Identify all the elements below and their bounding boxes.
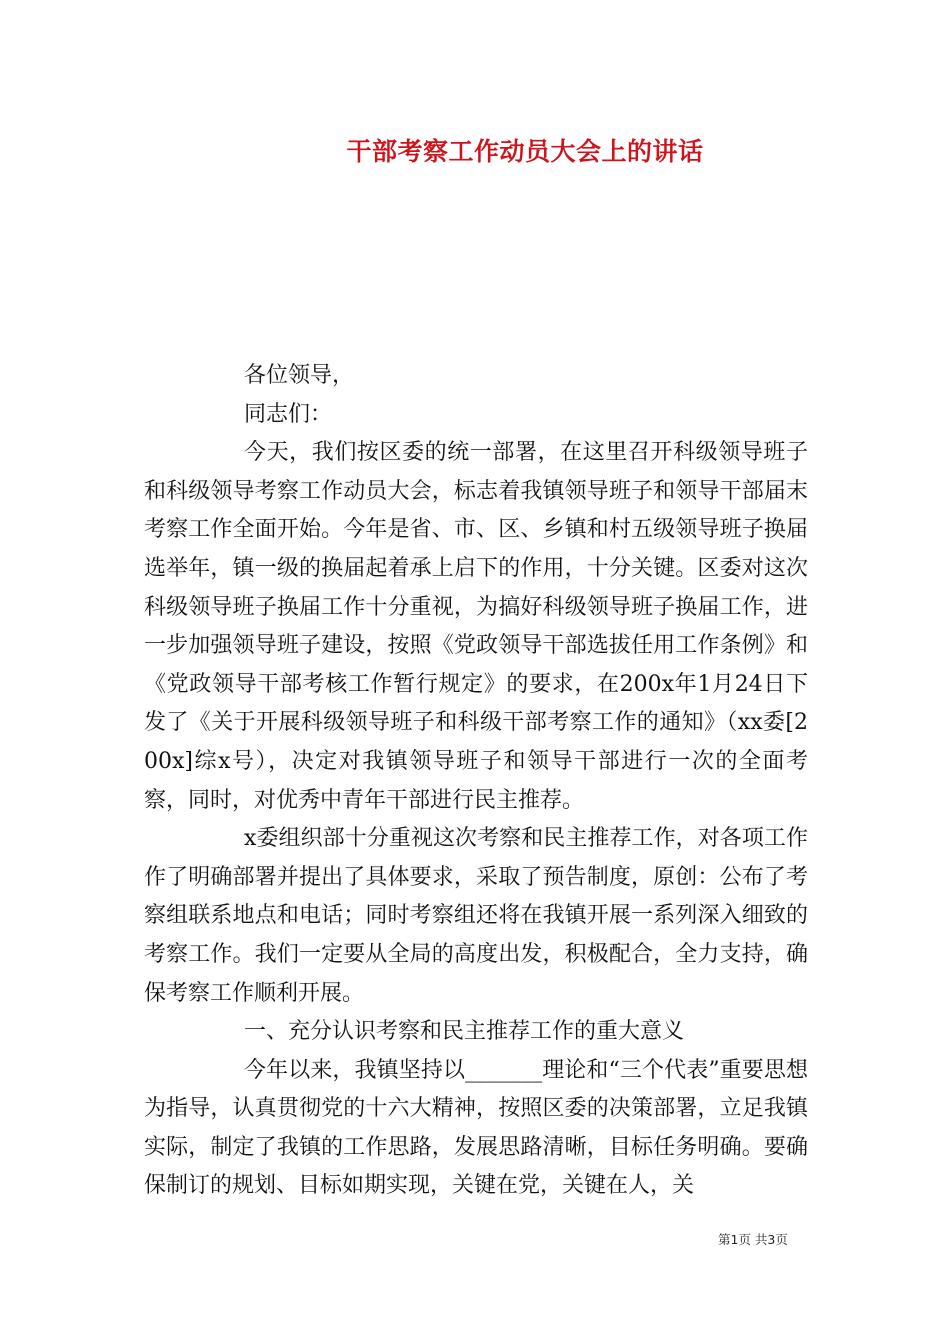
section-heading-one: 一、充分认识考察和民主推荐工作的重大意义 [244, 1019, 685, 1045]
salutation-leaders: 各位领导， [244, 363, 355, 388]
document-title: 干部考察工作动员大会上的讲话 [346, 137, 704, 166]
paragraph-organization: x委组织部十分重视这次考察和民主推荐工作，对各项工作作了明确部署并提出了具体要求，采取了预告制度，原创：公布了考察组联系地点和电话；同时考察组还将在我镇开展一系列深入细致的考察工作。我们一定要从全局的高度出发，积极配合，全力支持，确保考察工作顺利开展。 [144, 826, 808, 1006]
paragraph-section-one: 今年以来，我镇坚持以_______理论和“三个代表”重要思想为指导，认真贯彻党的十六大精神，按照区委的决策部署，立足我镇实际，制定了我镇的工作思路，发展思路清晰，目标任务明确。要确保制订的规划、目标如期实现，关键在党，关键在人，关 [144, 1057, 808, 1199]
paragraph-opening: 今天，我们按区委的统一部署，在这里召开科级领导班子和科级领导考察工作动员大会，标志着我镇领导班子和领导干部届末考察工作全面开始。今年是省、市、区、乡镇和村五级领导班子换届选举年，镇一级的换届起着承上启下的作用，十分关键。区委对这次科级领导班子换届工作十分重视，为搞好科级领导班子换届工作，进一步加强领导班子建设，按照《党政领导干部选拔任用工作条例》和《党政领导干部考核工作暂行规定》的要求，在200x年1月24日下发了《关于开展科级领导班子和科级干部考察工作的通知》（xx委[200x]综x号），决定对我镇领导班子和领导干部进行一次的全面考察，同时，对优秀中青年干部进行民主推荐。 [144, 440, 808, 813]
document-body [144, 357, 808, 1206]
salutation-comrades: 同志们： [244, 401, 333, 427]
page-footer: 第1页 共3页 [718, 1232, 788, 1247]
